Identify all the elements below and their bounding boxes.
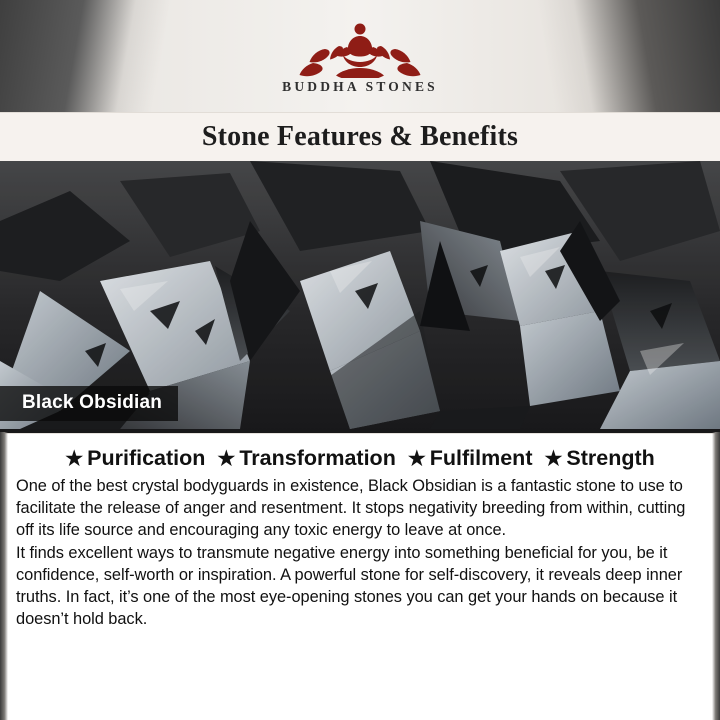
keyword-purification: [65, 446, 205, 471]
description-text: [16, 475, 704, 630]
keyword-strength: [534, 446, 654, 471]
keyword-list: [16, 446, 704, 471]
star-icon: ★: [217, 447, 236, 470]
brand-header: [0, 0, 720, 112]
page-title-bar: [0, 112, 720, 161]
keyword-label: Fulfilment: [429, 446, 533, 470]
keyword-label: Strength: [566, 446, 655, 470]
brand-name: BUDDHA STONES: [282, 79, 438, 94]
hero-caption: Black Obsidian: [0, 386, 178, 421]
right-edge-shading: [712, 432, 720, 720]
keyword-label: Purification: [87, 446, 206, 470]
lotus-meditation-icon: [295, 16, 425, 78]
page-title: Stone Features & Benefits: [201, 121, 519, 152]
star-icon: ★: [544, 447, 563, 470]
hero-image: [0, 161, 720, 433]
keyword-fulfilment: [398, 446, 533, 471]
star-icon: ★: [65, 447, 84, 470]
paragraph-1: One of the best crystal bodyguards in existence, Black Obsidian is a fantastic stone to use to facilitate the release of anger and resentment. It stops negativity breeding from within, cutting off its life source and encouraging any toxic energy to leave at once.: [16, 477, 686, 540]
keyword-transformation: [207, 446, 395, 471]
star-icon: ★: [407, 447, 426, 470]
benefits-panel: [0, 433, 720, 720]
keyword-label: Transformation: [239, 446, 396, 470]
paragraph-2: It finds excellent ways to transmute negative energy into something beneficial for you, be it confidence, self-worth or inspiration. A powerful stone for self-discovery, it reveals deep inner truths. In fact, it’s one of the most eye-opening stones you can get your hands on because it doesn’t hold back.: [16, 544, 683, 629]
left-edge-shading: [0, 432, 8, 720]
